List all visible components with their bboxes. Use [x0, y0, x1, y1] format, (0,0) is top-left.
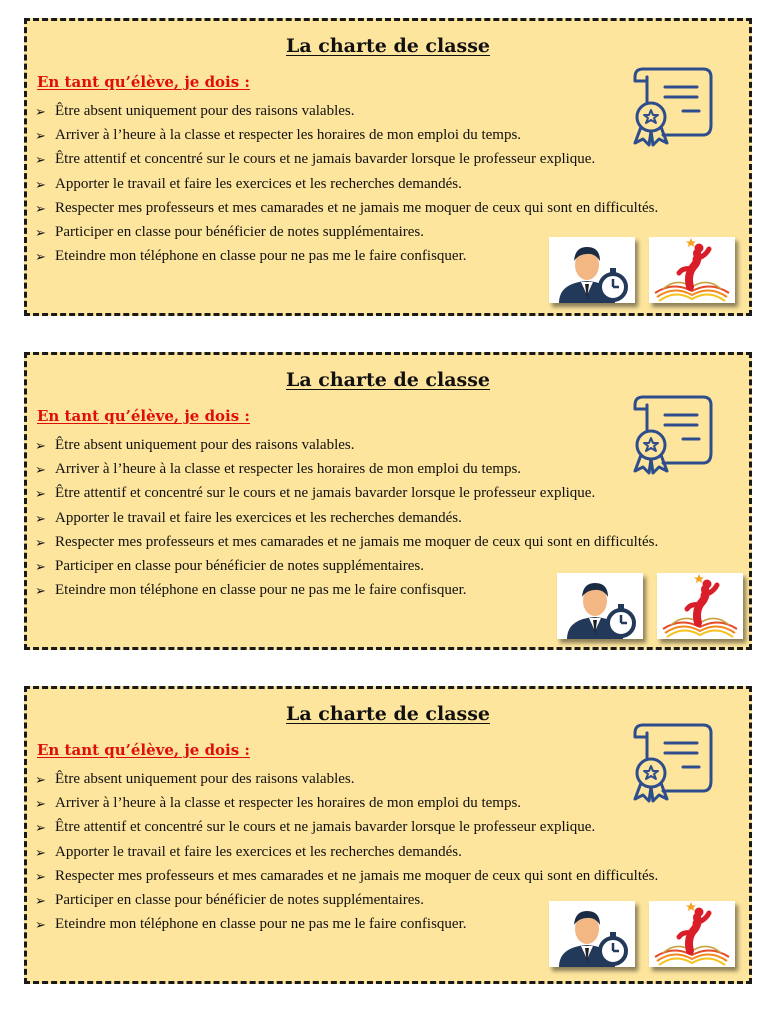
arrow-bullet-icon: ➢ [35, 796, 46, 812]
certificate-icon [623, 717, 721, 803]
certificate-icon [623, 61, 721, 147]
arrow-bullet-icon: ➢ [35, 224, 46, 240]
card-title: La charte de classe [285, 35, 491, 57]
list-item: ➢ Être attentif et concentré sur le cours et ne jamais bavarder lorsque le professeur explique. [35, 485, 596, 502]
certificate-icon [623, 389, 721, 475]
list-item: ➢ Être attentif et concentré sur le cours et ne jamais bavarder lorsque le professeur explique. [35, 151, 596, 168]
arrow-bullet-icon: ➢ [35, 534, 46, 550]
class-charter-card-2 [24, 352, 752, 650]
list-item: ➢ Arriver à l’heure à la classe et respecter les horaires de mon emploi du temps. [35, 127, 522, 144]
list-item: ➢ Apporter le travail et faire les exercices et les recherches demandés. [35, 175, 462, 192]
list-item: ➢ Être attentif et concentré sur le cours et ne jamais bavarder lorsque le professeur explique. [35, 819, 596, 836]
list-item: ➢ Respecter mes professeurs et mes camarades et ne jamais me moquer de ceux qui sont en difficultés. [35, 533, 659, 550]
list-item: ➢ Être absent uniquement pour des raisons valables. [35, 103, 355, 119]
card-title: La charte de classe [285, 369, 491, 391]
arrow-bullet-icon: ➢ [35, 249, 46, 265]
student-book-icon [657, 573, 743, 639]
student-book-icon [649, 237, 735, 303]
arrow-bullet-icon: ➢ [35, 558, 46, 574]
arrow-bullet-icon: ➢ [35, 583, 46, 599]
arrow-bullet-icon: ➢ [35, 176, 46, 192]
arrow-bullet-icon: ➢ [35, 152, 46, 168]
list-item: ➢ Participer en classe pour bénéficier de notes supplémentaires. [35, 557, 425, 574]
card-subtitle: En tant qu’élève, je dois : [37, 73, 250, 91]
list-item: ➢ Respecter mes professeurs et mes camarades et ne jamais me moquer de ceux qui sont en difficultés. [35, 199, 659, 216]
arrow-bullet-icon: ➢ [35, 128, 46, 144]
arrow-bullet-icon: ➢ [35, 917, 46, 933]
list-item: ➢ Respecter mes professeurs et mes camarades et ne jamais me moquer de ceux qui sont en difficultés. [35, 867, 659, 884]
student-book-icon [649, 901, 735, 967]
teacher-stopwatch-icon [557, 573, 643, 639]
list-item: ➢ Eteindre mon téléphone en classe pour ne pas me le faire confisquer. [35, 248, 467, 265]
arrow-bullet-icon: ➢ [35, 510, 46, 526]
card-title: La charte de classe [285, 703, 491, 725]
arrow-bullet-icon: ➢ [35, 820, 46, 836]
list-item: ➢ Arriver à l’heure à la classe et respecter les horaires de mon emploi du temps. [35, 795, 522, 812]
card-subtitle: En tant qu’élève, je dois : [37, 407, 250, 425]
list-item: ➢ Apporter le travail et faire les exercices et les recherches demandés. [35, 509, 462, 526]
list-item: ➢ Être absent uniquement pour des raisons valables. [35, 771, 355, 787]
arrow-bullet-icon: ➢ [35, 844, 46, 860]
list-item: ➢ Arriver à l’heure à la classe et respecter les horaires de mon emploi du temps. [35, 461, 522, 478]
arrow-bullet-icon: ➢ [35, 462, 46, 478]
arrow-bullet-icon: ➢ [35, 438, 46, 453]
teacher-stopwatch-icon [549, 901, 635, 967]
list-item: ➢ Participer en classe pour bénéficier de notes supplémentaires. [35, 223, 425, 240]
teacher-stopwatch-icon [549, 237, 635, 303]
list-item: ➢ Être absent uniquement pour des raisons valables. [35, 437, 355, 453]
arrow-bullet-icon: ➢ [35, 868, 46, 884]
arrow-bullet-icon: ➢ [35, 200, 46, 216]
list-item: ➢ Eteindre mon téléphone en classe pour ne pas me le faire confisquer. [35, 582, 467, 599]
list-item: ➢ Eteindre mon téléphone en classe pour ne pas me le faire confisquer. [35, 916, 467, 933]
list-item: ➢ Participer en classe pour bénéficier de notes supplémentaires. [35, 891, 425, 908]
arrow-bullet-icon: ➢ [35, 772, 46, 787]
class-charter-card-3 [24, 686, 752, 984]
list-item: ➢ Apporter le travail et faire les exercices et les recherches demandés. [35, 843, 462, 860]
arrow-bullet-icon: ➢ [35, 486, 46, 502]
class-charter-card-1 [24, 18, 752, 316]
arrow-bullet-icon: ➢ [35, 892, 46, 908]
arrow-bullet-icon: ➢ [35, 104, 46, 119]
card-subtitle: En tant qu’élève, je dois : [37, 741, 250, 759]
